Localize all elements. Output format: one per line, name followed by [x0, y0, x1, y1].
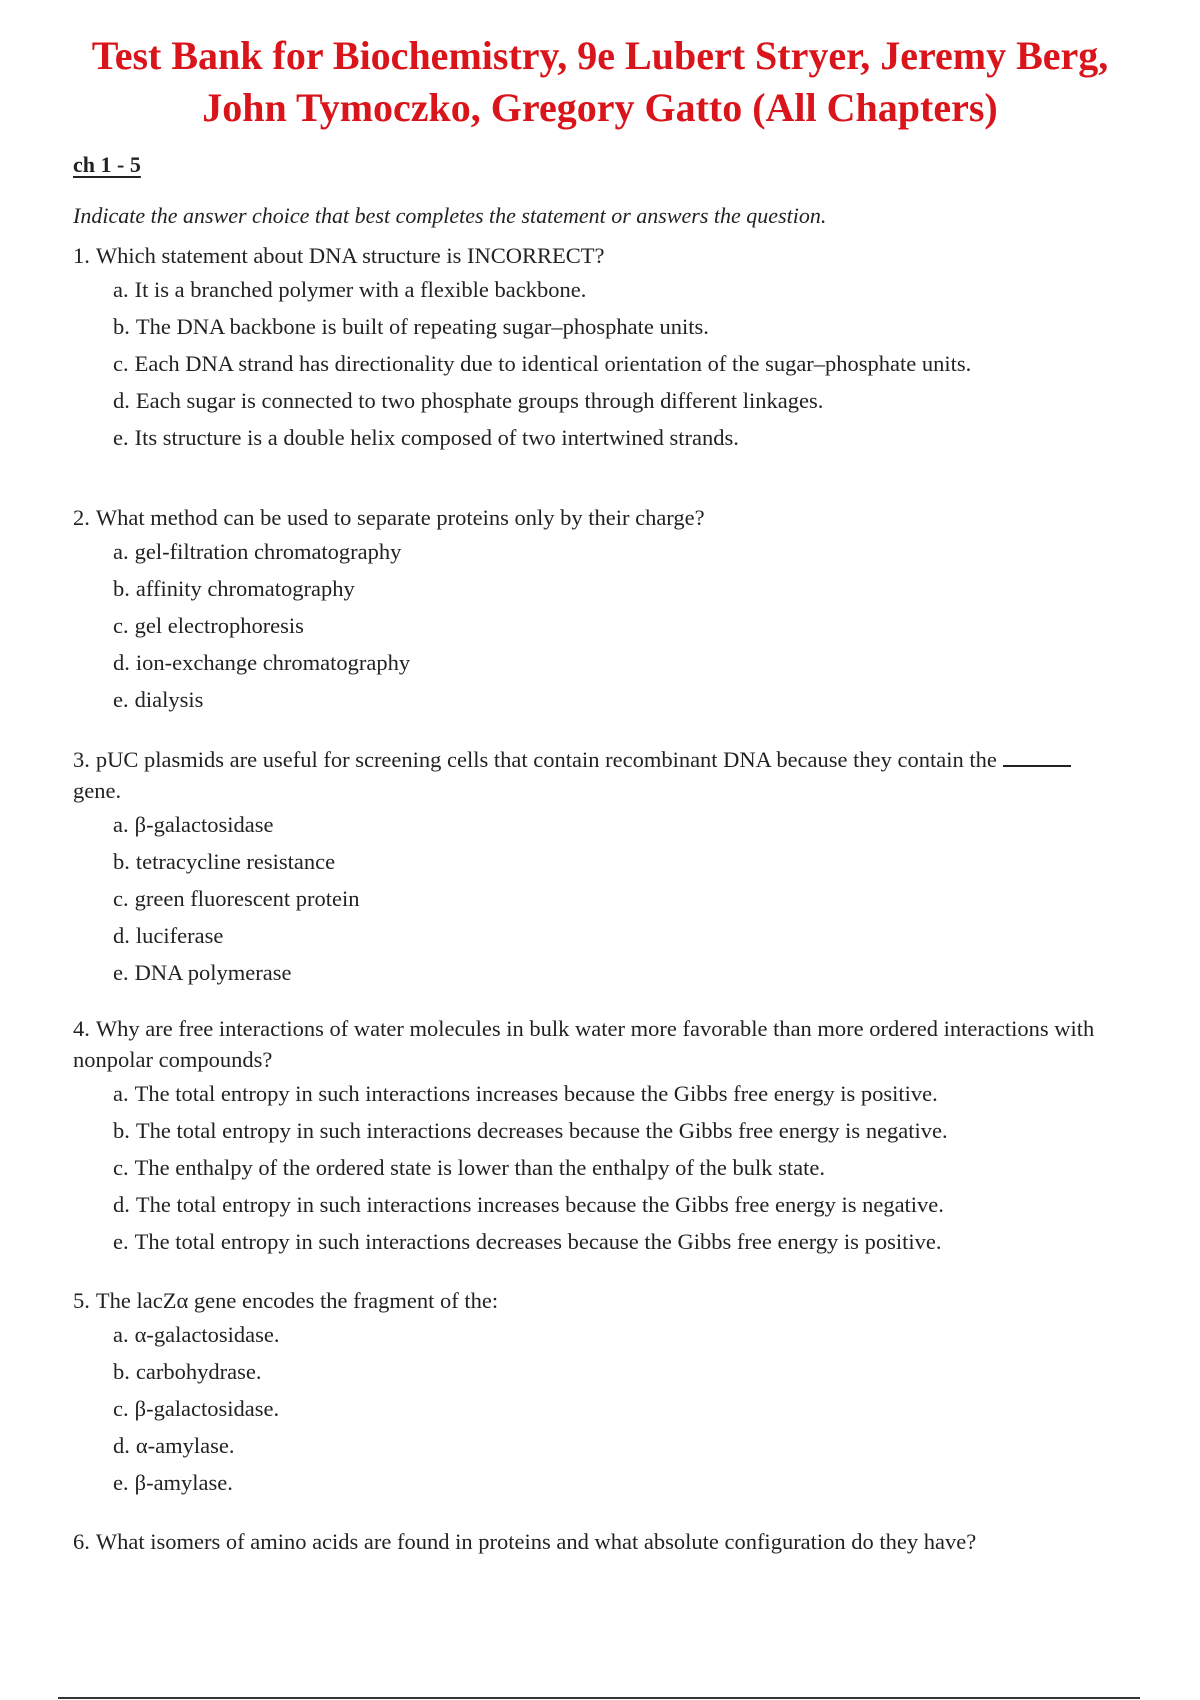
option-letter: a.: [113, 1081, 129, 1106]
option-letter: d.: [113, 923, 130, 948]
fill-in-blank: [1003, 751, 1071, 767]
question-4: [73, 1013, 1143, 1260]
option-text: The DNA backbone is built of repeating sugar–phosphate units.: [135, 314, 709, 339]
option-letter: d.: [113, 1433, 130, 1458]
option-letter: c.: [113, 613, 129, 638]
option-b: [113, 1112, 1143, 1149]
option-letter: b.: [113, 1359, 130, 1384]
instructions: Indicate the answer choice that best completes the statement or answers the question.: [73, 203, 827, 228]
option-text: β-galactosidase.: [134, 1396, 280, 1421]
option-letter: a.: [113, 1322, 129, 1347]
option-c: [113, 607, 1143, 644]
option-letter: d.: [113, 650, 130, 675]
question-text: pUC plasmids are useful for screening cells that contain recombinant DNA because they contain the: [95, 747, 997, 772]
option-d: [113, 1186, 1143, 1223]
option-c: [113, 1149, 1143, 1186]
option-text: green fluorescent protein: [134, 886, 360, 911]
option-letter: b.: [113, 314, 130, 339]
option-letter: d.: [113, 388, 130, 413]
question-3: [73, 744, 1143, 991]
question-number: 5.: [73, 1288, 90, 1313]
option-a: [113, 533, 1143, 570]
question-stem: [73, 1526, 1143, 1557]
question-stem: [73, 744, 1143, 806]
option-text: α-galactosidase.: [134, 1322, 280, 1347]
option-b: [113, 843, 1143, 880]
option-e: [113, 1223, 1143, 1260]
option-e: [113, 1464, 1143, 1501]
question-stem: [73, 1013, 1143, 1075]
option-text: carbohydrase.: [135, 1359, 262, 1384]
option-text: ion-exchange chromatography: [135, 650, 411, 675]
option-text: β-galactosidase: [134, 812, 274, 837]
title-line-1: Test Bank for Biochemistry, 9e Lubert Stryer, Jeremy Berg,: [91, 33, 1109, 78]
question-number: 2.: [73, 505, 90, 530]
question-stem: [73, 240, 1143, 271]
option-text: The total entropy in such interactions increases because the Gibbs free energy is negative.: [135, 1192, 944, 1217]
option-letter: d.: [113, 1192, 130, 1217]
question-text: Which statement about DNA structure is INCORRECT?: [95, 243, 605, 268]
option-b: [113, 308, 1143, 345]
option-letter: c.: [113, 351, 129, 376]
option-text: luciferase: [135, 923, 224, 948]
question-text-continued: gene.: [73, 778, 122, 803]
option-e: [113, 954, 1143, 991]
option-d: [113, 917, 1143, 954]
question-1: [73, 240, 1143, 456]
question-text: What isomers of amino acids are found in proteins and what absolute configuration do they have?: [95, 1529, 977, 1554]
question-number: 4.: [73, 1016, 90, 1041]
option-b: [113, 570, 1143, 607]
question-number: 3.: [73, 747, 90, 772]
option-d: [113, 382, 1143, 419]
option-c: [113, 1390, 1143, 1427]
option-text: It is a branched polymer with a flexible backbone.: [134, 277, 587, 302]
page-divider: [58, 1697, 1140, 1699]
option-c: [113, 345, 1143, 382]
option-text: The total entropy in such interactions increases because the Gibbs free energy is positive.: [134, 1081, 938, 1106]
option-text: The enthalpy of the ordered state is lower than the enthalpy of the bulk state.: [134, 1155, 826, 1180]
option-letter: e.: [113, 425, 129, 450]
answer-options: [73, 1075, 1143, 1260]
option-letter: b.: [113, 1118, 130, 1143]
option-e: [113, 419, 1143, 456]
option-letter: c.: [113, 1155, 129, 1180]
option-a: [113, 271, 1143, 308]
option-letter: e.: [113, 960, 129, 985]
option-letter: e.: [113, 1229, 129, 1254]
option-d: [113, 644, 1143, 681]
option-c: [113, 880, 1143, 917]
option-text: Its structure is a double helix composed of two intertwined strands.: [134, 425, 739, 450]
option-letter: c.: [113, 886, 129, 911]
document-title: [60, 30, 1140, 134]
option-letter: a.: [113, 277, 129, 302]
answer-options: [73, 806, 1143, 991]
option-b: [113, 1353, 1143, 1390]
question-2: [73, 502, 1143, 718]
answer-options: [73, 533, 1143, 718]
chapter-heading: ch 1 - 5: [73, 152, 141, 177]
option-letter: b.: [113, 849, 130, 874]
option-letter: e.: [113, 1470, 129, 1495]
question-text: What method can be used to separate proteins only by their charge?: [95, 505, 705, 530]
option-text: β-amylase.: [134, 1470, 233, 1495]
question-stem: [73, 502, 1143, 533]
option-a: [113, 1316, 1143, 1353]
option-text: The total entropy in such interactions decreases because the Gibbs free energy is positive.: [134, 1229, 942, 1254]
option-text: affinity chromatography: [135, 576, 355, 601]
option-letter: e.: [113, 687, 129, 712]
option-text: DNA polymerase: [134, 960, 292, 985]
question-number: 1.: [73, 243, 90, 268]
answer-options: [73, 1316, 1143, 1501]
option-text: tetracycline resistance: [135, 849, 336, 874]
option-letter: b.: [113, 576, 130, 601]
option-text: gel electrophoresis: [134, 613, 304, 638]
option-a: [113, 1075, 1143, 1112]
question-text: Why are free interactions of water molecules in bulk water more favorable than more ordered interactions with nonpolar compounds?: [73, 1016, 1095, 1072]
option-text: Each DNA strand has directionality due to identical orientation of the sugar–phosphate units.: [134, 351, 972, 376]
title-line-2: John Tymoczko, Gregory Gatto (All Chapters): [202, 85, 998, 130]
option-text: α-amylase.: [135, 1433, 235, 1458]
question-number: 6.: [73, 1529, 90, 1554]
option-text: The total entropy in such interactions decreases because the Gibbs free energy is negative.: [135, 1118, 948, 1143]
option-text: Each sugar is connected to two phosphate groups through different linkages.: [135, 388, 824, 413]
option-text: dialysis: [134, 687, 204, 712]
question-5: [73, 1285, 1143, 1501]
question-text: The lacZα gene encodes the fragment of the:: [95, 1288, 499, 1313]
answer-options: [73, 271, 1143, 456]
option-text: gel-filtration chromatography: [134, 539, 402, 564]
option-letter: a.: [113, 812, 129, 837]
question-6: [73, 1526, 1143, 1557]
option-d: [113, 1427, 1143, 1464]
option-letter: c.: [113, 1396, 129, 1421]
option-a: [113, 806, 1143, 843]
question-stem: [73, 1285, 1143, 1316]
option-e: [113, 681, 1143, 718]
option-letter: a.: [113, 539, 129, 564]
